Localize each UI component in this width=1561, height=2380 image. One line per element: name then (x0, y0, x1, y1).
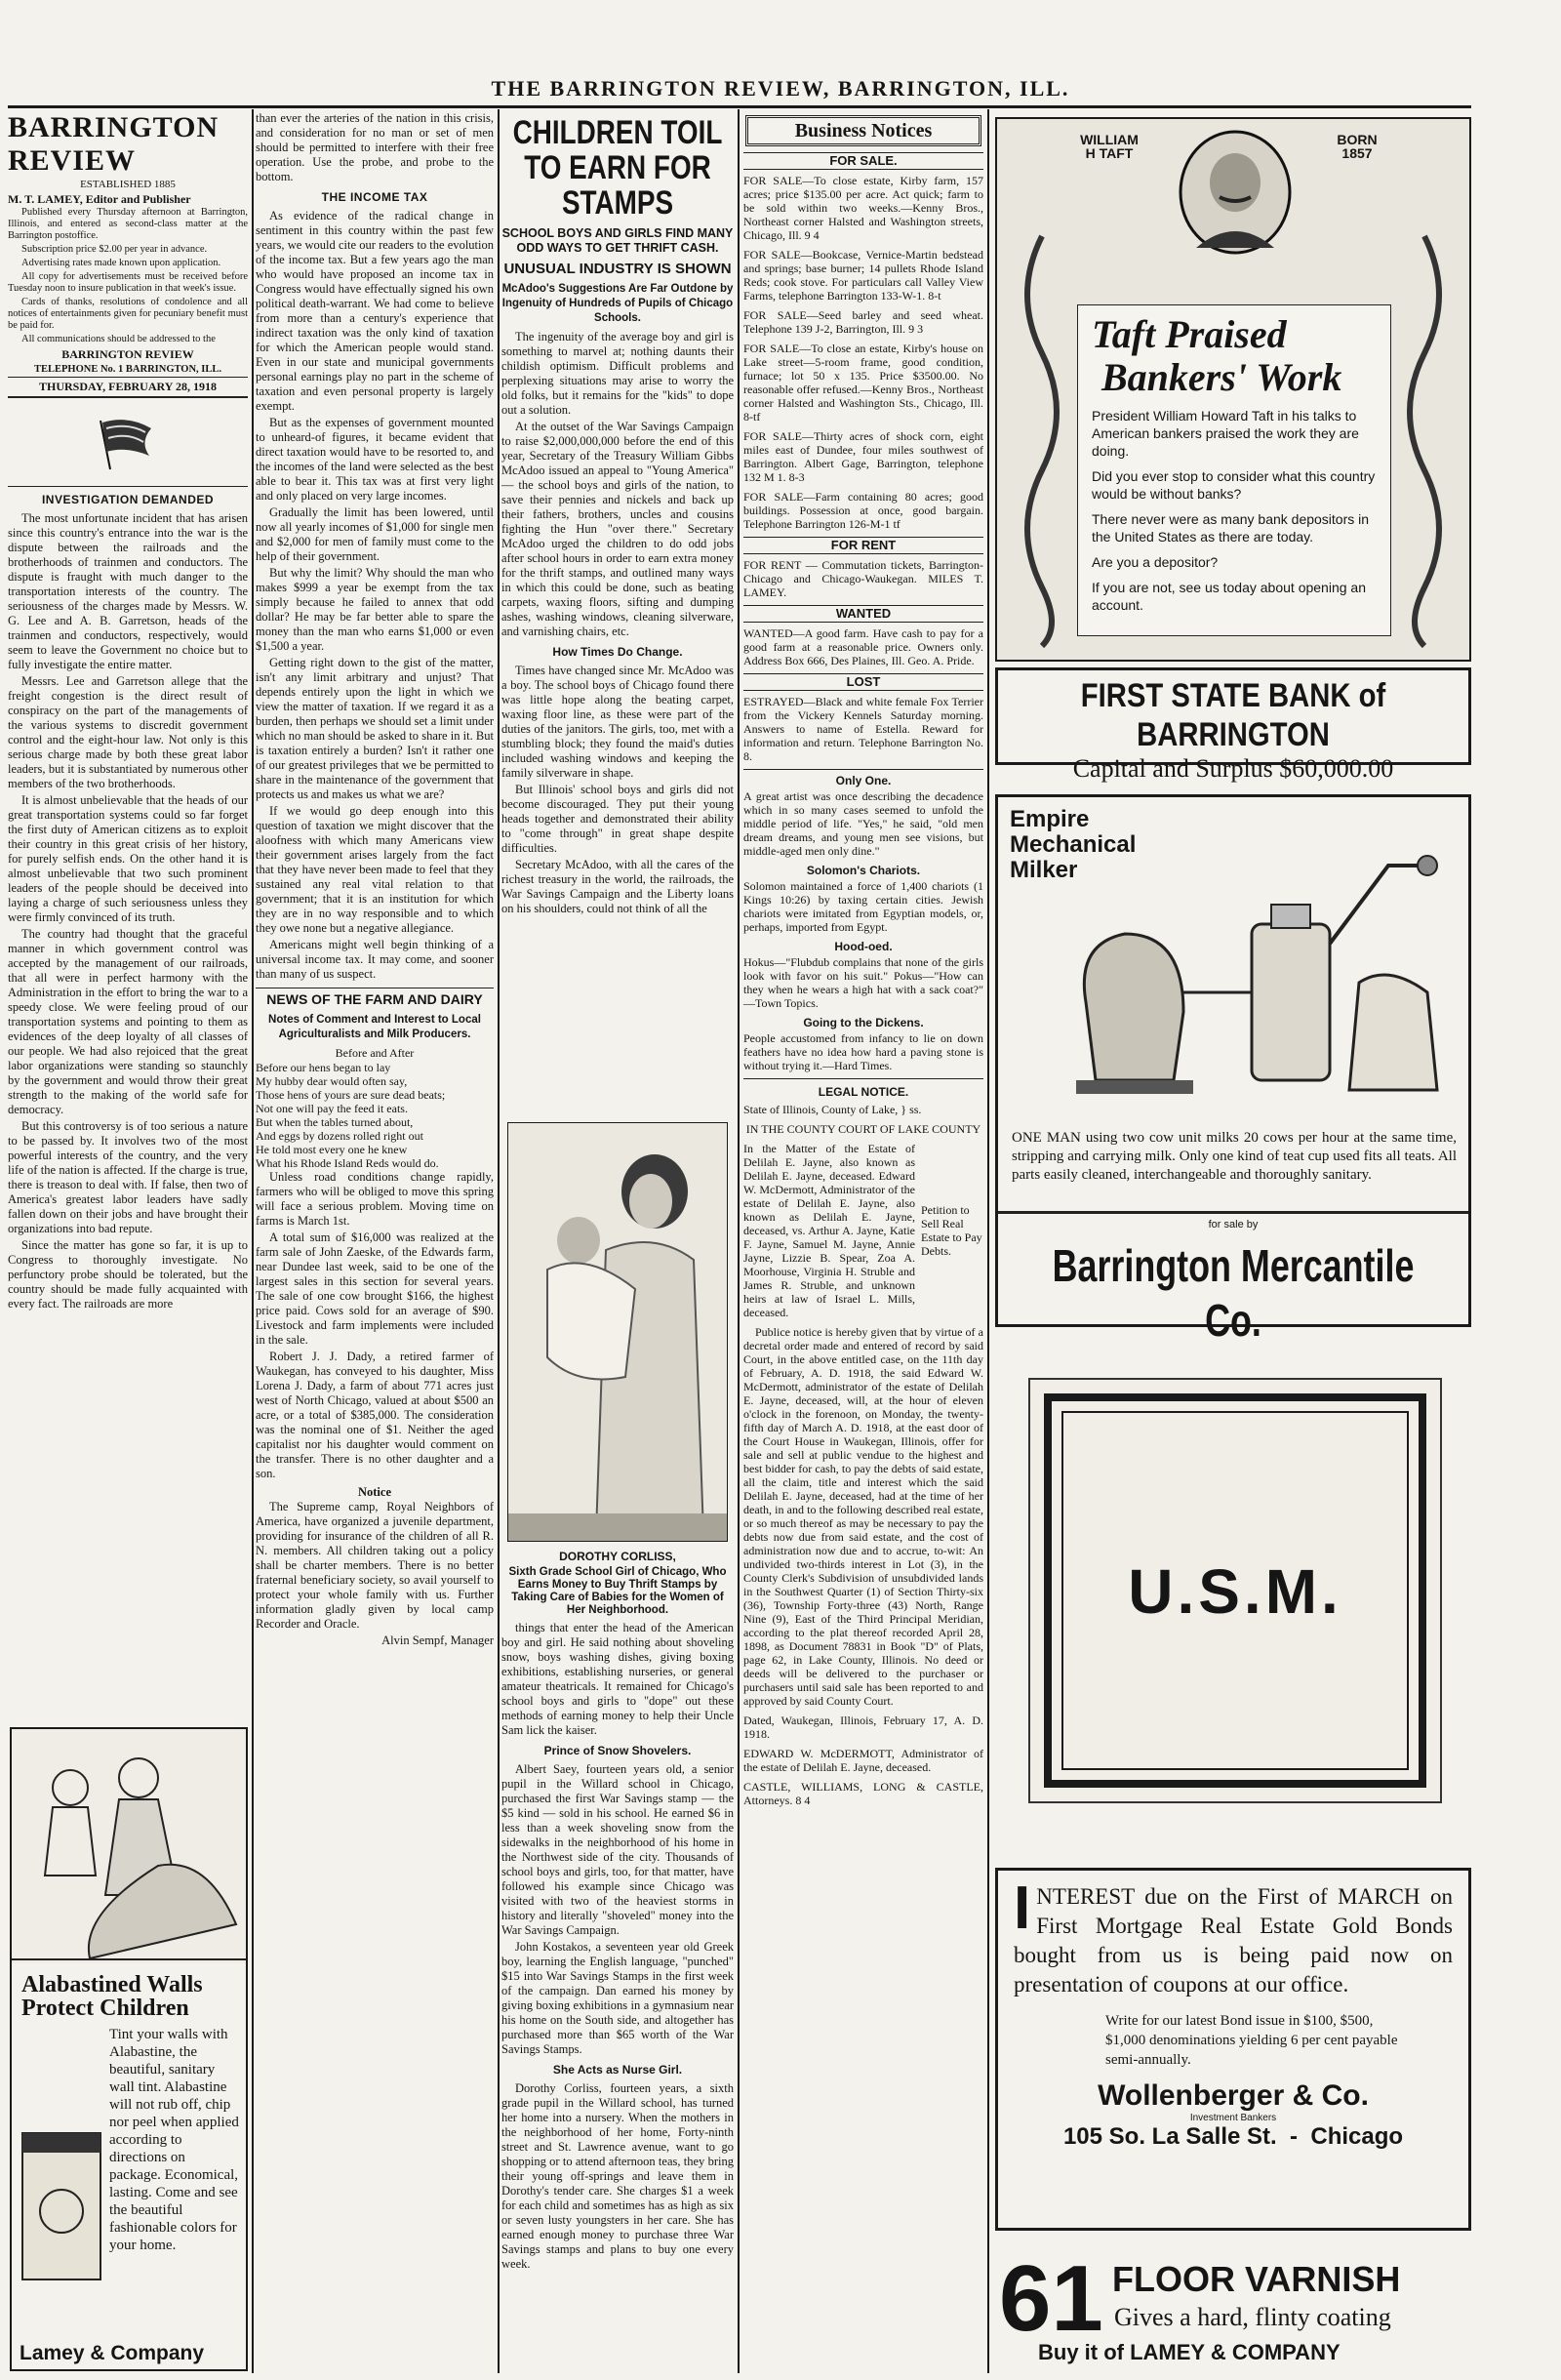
taft-born-label: BORN 1857 (1337, 132, 1378, 161)
milker-illustration (1037, 827, 1447, 1119)
children-deck-2: UNUSUAL INDUSTRY IS SHOWN (503, 261, 732, 277)
col1-para: Messrs. Lee and Garretson allege that the freight congestion is the direct result of conspiracy on the part of the managements of the various systems to discredit government control and the eight-hour law. Not only is this serious charge made by both these great labor leaders, but it is substantiated by numerous other members of the two brotherhoods. (8, 674, 248, 790)
left-ornament (1003, 236, 1081, 646)
col2-para: Americans might well begin thinking of a universal income tax. It may come, and sooner than many of us suspect. (256, 938, 494, 981)
bank-name: FIRST STATE BANK of BARRINGTON (1080, 677, 1386, 753)
misc-text: Hokus—"Flubdub complains that none of the girls look with favor on his suit." Pokus—"How can they when he wears a high hat with a sack coat?" —Town Topics. (743, 955, 983, 1010)
alabastine-body: Tint your walls with Alabastine, the beautiful, sanitary wall tint. Alabastine will not rub off, chip nor peel when applied according to directions on package. Economical, lasting. Come and see the beautiful fashionable colors for your home. (109, 2027, 239, 2253)
flag-emblem (8, 398, 248, 487)
taft-title-2: Bankers' Work (1101, 355, 1342, 399)
alabastine-package-icon (18, 2123, 105, 2289)
masthead-title: BARRINGTON REVIEW (8, 111, 220, 177)
col1-para: The country had thought that the graceful manner in which government control was accepted by the management of our railroads, that all were in perfect harmony with the Administration in the effort to bring the war to a speedy close. We were feeling proud of our transportation systems and pointing to them as evidences of the deep loyalty of all classes of our people. We had also rejoiced that the great labor organizations were standing so staunchly by the government and would throw their great strength to the making of the world safe for democracy. (8, 927, 248, 1116)
column-rule-3 (738, 109, 740, 2373)
alabastine-ad (10, 1727, 248, 2371)
milker-for-sale-by: for sale by (1208, 1219, 1259, 1230)
misc-text: A great artist was once describing the decadence which in so many cases seemed to unfold the middle period of life. "Yes," he said, "old men dream dreams, and young men see visions, but middle-aged men only dine." (743, 789, 983, 858)
taft-body-4: Are you a depositor? (1092, 554, 1219, 570)
masthead-copy: All copy for advertisements must be received before Tuesday noon to insure publication in that week's issue. (8, 271, 248, 294)
milker-body: ONE MAN using two cow unit milks 20 cows per hour at the same time, stripping and carrying milk. Only one kind of teat cup used fits all teats. All parts easily cleaned, interchangeable and thoroughly sanitary. (1012, 1130, 1457, 1183)
flag-icon (89, 413, 167, 471)
legal-court: IN THE COUNTY COURT OF LAKE COUNTY (745, 1122, 981, 1136)
children-subhead: She Acts as Nurse Girl. (552, 2063, 683, 2077)
usm-text: U.S.M. (1128, 1556, 1342, 1627)
varnish-title: FLOOR VARNISH (1112, 2259, 1401, 2299)
alabastine-footer: Lamey & Company (20, 2342, 205, 2364)
for-sale-item: FOR SALE—To close estate, Kirby farm, 157 acres; price $135.00 per acre. Act quick; farm to be sold within two weeks.—Kenny Bros., Northeast corner Halsted and Washington streets, Chicago, Ill. 9 4 (743, 174, 983, 242)
taft-name-label: WILLIAM H TAFT (1080, 132, 1139, 161)
col2-para: As evidence of the radical change in sentiment in this country within the past few years, we would cite our readers to the evolution of the income tax. But a few years ago the man who would have proposed an income tax in Congress would have effectually signed his own political death-warrant. We had come to believe from more than a century's experience that indirect taxation was the only kind of taxation for which the American people would stand. Even in our state and municipal governments personal earnings play no part in the scheme of taxation and even personal property is largely exempt. (256, 209, 494, 413)
wollenberger-ad (995, 1868, 1471, 2231)
col1-para: Since the matter has gone so far, it is up to Congress to thoroughly investigate. No perfunctory probe should be tolerated, but the country should be made fully acquainted with every fact. The railroads are more (8, 1238, 248, 1311)
issue-date: THURSDAY, FEBRUARY 28, 1918 (8, 378, 248, 398)
children-deck-1: SCHOOL BOYS AND GIRLS FIND MANY ODD WAYS TO GET THRIFT CASH. (501, 226, 734, 255)
dorothy-corliss-photo (507, 1122, 728, 1542)
col2-lead: than ever the arteries of the nation in this crisis, and consideration for no man or set of men should be permitted to interfere with their free operation. Use the probe, and probe to the bottom. (256, 111, 494, 183)
for-sale-item: FOR SALE—Thirty acres of shock corn, eight miles east of Dundee, four miles southwest of Barrington. Albert Gage, Barrington, telephone 132 M 1. 8-3 (743, 429, 983, 484)
for-sale-heading: FOR SALE. (743, 152, 983, 170)
masthead-addressee: BARRINGTON REVIEW (61, 347, 194, 361)
legal-petition: Petition to Sell Real Estate to Pay Debts. (921, 1203, 982, 1258)
taft-title-1: Taft Praised (1092, 312, 1287, 356)
farm-para: Robert J. J. Dady, a retired farmer of Waukegan, has conveyed to his daughter, Miss Lorena J. Dady, a farm of about 771 acres just west of North Chicago, valued at about $500 an acre, or a total of $385,000. The consideration was the nominal one of $1. Neither the aged capitalist nor his daughter would comment on the transfer. There is no other daughter and a son. (256, 1350, 494, 1480)
column-4 (743, 111, 983, 2373)
masthead-cards: Cards of thanks, resolutions of condolence and all notices of entertainments given for pecuniary benefit must be paid for. (8, 297, 248, 331)
for-rent-item: FOR RENT — Commutation tickets, Barrington-Chicago and Chicago-Waukegan. MILES T. LAMEY. (743, 558, 983, 599)
legal-notice-heading: LEGAL NOTICE. (818, 1085, 909, 1099)
wollenberger-firm: Wollenberger & Co. (1098, 2079, 1369, 2112)
investigation-heading: INVESTIGATION DEMANDED (41, 493, 215, 506)
legal-case: In the Matter of the Estate of Delilah E. Jayne, also known as Delilah E. Jayne, deceased. Edward W. McDermott, Administrator of the estate of Delilah E. Jayne, also known as Delilah E. Jayne, deceased, vs. Arthur A. Jayne, Katie F. Jayne, Samuel M. Jayne, Annie Jayne, Lizzie B. Spear, Zoa A. Moorhouse, Virginia H. Struble and James R. Struble, and unknown heirs at law of Israel L. Mills, deceased. (743, 1142, 915, 1319)
children-deck-3: McAdoo's Suggestions Are Far Outdone by Ingenuity of Hundreds of Pupils of Chicago Schools. (501, 283, 734, 324)
legal-signature: EDWARD W. McDERMOTT, Administrator of the estate of Delilah E. Jayne, deceased. (743, 1747, 983, 1774)
varnish-tagline: Gives a hard, flinty coating (1114, 2303, 1391, 2331)
masthead-editor: M. T. LAMEY, Editor and Publisher (8, 192, 191, 206)
milker-seller: Barrington Mercantile Co. (1052, 1240, 1415, 1346)
masthead-advertising: Advertising rates made known upon application. (21, 258, 221, 268)
children-para: Albert Saey, fourteen years old, a senior pupil in the Willard school in Chicago, purchased the first War Savings stamp — the $5 kind — sold in his school. He earned $6 in less than a week shoveling snow from the sidewalks in the neighborhood of his home in the Northwest side of the city. Thousands of school boys and girls, too, for that matter, have followed his example since Chicago was visited with two of the heaviest storms in history and literally "shoveled" money into the War Savings Campaign. (501, 1762, 734, 1937)
column-3-bottom (501, 1548, 734, 2373)
notice-signature: Alvin Sempf, Manager (381, 1634, 494, 1647)
column-rule-1 (252, 109, 254, 2373)
taft-text-panel (1077, 304, 1391, 636)
col1-para: But this controversy is of too serious a nature to be passed by. It involves two of the most powerful interests of the country, and the very life of the nation is affected. If the charge is true, there is treason to deal with. If false, then two of America's greatest labor leaders have sadly fallen down on their jobs and have brought their organizations into bad repute. (8, 1119, 248, 1235)
header-rule (8, 105, 1471, 108)
for-sale-item: FOR SALE—Seed barley and seed wheat. Telephone 139 J-2, Barrington, Ill. 9 3 (743, 308, 983, 336)
col2-para: Gradually the limit has been lowered, until now all yearly incomes of $1,000 for single men and $2,000 for men of family must come to the help of their government. (256, 505, 494, 563)
wanted-heading: WANTED (743, 605, 983, 623)
right-ornament (1385, 236, 1463, 646)
column-rule-4 (987, 109, 989, 2373)
misc-title: Hood-oed. (834, 940, 893, 953)
column-rule-2 (498, 109, 500, 2373)
first-state-bank-ad (995, 667, 1471, 783)
farm-dairy-heading: NEWS OF THE FARM AND DAIRY (256, 988, 494, 1007)
children-headline: CHILDREN TOIL TO EARN FOR STAMPS (512, 114, 723, 222)
masthead-telephone: TELEPHONE No. 1 BARRINGTON, ILL. (8, 362, 248, 378)
children-para: John Kostakos, a seventeen year old Greek boy, learning the English language, "punched" $15 into War Savings Stamps in the first week of the campaign. Dan earned his money by giving boxing exhibitions in a gymnasium near his home on the South side, and altogether has purchased more than $65 worth of the War Savings Stamps. (501, 1940, 734, 2056)
children-illustration (12, 1729, 246, 1963)
for-sale-item: FOR SALE—To close an estate, Kirby's house on Lake street—5-room frame, good condition, furnace; lot 50 x 135. Price $3500.00. No reasonable offer refused.—Kenny Bros., Northeast corner Halsted and Washington Sts., Chicago, Ill. 8-tf (743, 342, 983, 424)
wollenberger-address: 105 So. La Salle St. - Chicago (1062, 2123, 1404, 2150)
wanted-item: WANTED—A good farm. Have cash to pay for a good farm at a reasonable price. Owners only. Address Box 666, Des Plaines, Ill. Geo. A. Pride. (743, 626, 983, 667)
wollenberger-sub: Investment Bankers (1189, 2113, 1277, 2123)
notice-body: The Supreme camp, Royal Neighbors of America, have organized a juvenile department, providing for insurance of the children of all R. N. members. All children taking out a policy shall be charter members. There is no better fraternal beneficiary society, so avail yourself to protect your whole family with us. Further information gladly given by local camp Recorder and Oracle. (256, 1500, 494, 1631)
legal-dated: Dated, Waukegan, Illinois, February 17, A. D. 1918. (743, 1714, 983, 1741)
taft-body-1: President William Howard Taft in his talks to American bankers praised the work they are doing. (1092, 408, 1359, 459)
children-para: things that enter the head of the American boy and girl. He said nothing about shoveling snow, boys washing dishes, giving boxing exhibitions, establishing nurseries, or general amateur theatricals. It remained for Chicago's school boys and girls to "dope" out these methods of earning money to help their Uncle Sam lick the kaiser. (501, 1621, 734, 1737)
children-para: Times have changed since Mr. McAdoo was a boy. The school boys of Chicago found there was little hope along the beating carpet, waxing floor line, as these were part of the duties of the janitors. The girls, too, met with a stumbling block; they found the maid's duties included washing windows and keeping the family silverware in shape. (501, 664, 734, 780)
masthead-communications: All communications should be addressed to the (21, 334, 216, 344)
misc-text: People accustomed from infancy to lie on down feathers have no idea how hard a paving stone is without trying it.—Hard Times. (743, 1031, 983, 1072)
legal-attorneys: CASTLE, WILLIAMS, LONG & CASTLE, Attorneys. 8 4 (743, 1780, 983, 1807)
children-para: Secretary McAdoo, with all the cares of the richest treasury in the world, the railroads, the War Savings Campaign and the Liberty loans on his shoulders, could not think of all the (501, 858, 734, 915)
for-sale-item: FOR SALE—Bookcase, Vernice-Martin bedstead and springs; base burner; 14 pullets Rhode Island Reds; cook stove. For particulars call Valley View Farms, telephone Barrington 133-W-1. 8-t (743, 248, 983, 303)
taft-body-3: There never were as many bank depositors in the United States as there are today. (1092, 511, 1370, 545)
taft-bank-ad (995, 117, 1471, 662)
milker-title: Empire Mechanical Milker (1010, 806, 1137, 883)
farm-dairy-subhead: Notes of Comment and Interest to Local Agriculturalists and Milk Producers. (268, 1014, 481, 1040)
usm-ad (1028, 1378, 1442, 1803)
column-1 (8, 111, 248, 1721)
col2-para: If we would go deep enough into this question of taxation we might discover that the aloofness with which many Americans view their government arises largely from the fact that they have never been made to feel that they sustained any real vital relation to that government; that it is an institution for which they are in no way responsible and to which they owe none but a negative allegiance. (256, 804, 494, 935)
business-notices-header: Business Notices (745, 115, 981, 146)
poem-body: Before our hens began to lay My hubby dear would often say, Those hens of yours are sure dead beats; Not one will pay the feed it eats. But when the tables turned about, And eggs by dozens rolled right out He told most every one he knew What his Rhode Island Reds would do. (256, 1061, 446, 1170)
children-para: But Illinois' school boys and girls did not become discouraged. They put their young heads together and demonstrated their ability to "come through" in great shape despite difficulties. (501, 783, 734, 855)
misc-title: Going to the Dickens. (803, 1016, 924, 1029)
photo-caption-name: DOROTHY CORLISS, (559, 1550, 676, 1563)
for-rent-heading: FOR RENT (743, 537, 983, 554)
legal-state: State of Illinois, County of Lake, } ss. (743, 1103, 922, 1116)
children-para: Dorothy Corliss, fourteen years, a sixth grade pupil in the Willard school, has turned her home into a nursery. When the mothers in the neighborhood of her home, Forty-ninth street and St. Lawrence avenue, want to go shopping or to attend afternoon teas, they bring their young off-springs and leave them in Dorothy's tender care. She charges $1 a week for each child and sometimes has as high as six or seven lusty youngsters in her care. She has earned enough money to purchase three War Savings stamps and plans to buy one every week. (501, 2081, 734, 2271)
misc-text: Solomon maintained a force of 1,400 chariots (1 Kings 10:26) by taxing certain cities. Jewish chariots were imitated from Egyptian models, or, perhaps, imported from Egypt. (743, 879, 983, 934)
taft-portrait (1177, 129, 1294, 256)
for-sale-item: FOR SALE—Farm containing 80 acres; good buildings. Possession at once, good bargain. Telephone Barrington 126-M-1 tf (743, 490, 983, 531)
interest-write: Write for our latest Bond issue in $100, $500, $1,000 denominations yielding 6 per cent payable semi-annually. (1105, 2013, 1398, 2068)
photo-caption: Sixth Grade School Girl of Chicago, Who Earns Money to Buy Thrift Stamps by Taking Care of Babies for the Women of Her Neighborhood. (508, 1566, 727, 1616)
farm-para: A total sum of $16,000 was realized at the farm sale of John Zaeske, of the Edwards farm, near Dundee last week, said to be one of the largest sales in this section for several years. The sale of one cow brought $166, the highest price paid. Cows sold for an average of $90. Livestock and farm implements were included in the sale. (256, 1230, 494, 1347)
interest-text: NTEREST due on the First of MARCH on First Mortgage Real Estate Gold Bonds bought from us is being paid now on presentation of coupons at our office. (1014, 1884, 1453, 1997)
floor-varnish-ad (995, 2246, 1471, 2373)
column-2 (256, 111, 494, 2373)
children-para: At the outset of the War Savings Campaign to raise $2,000,000,000 before the end of this year, Secretary of the Treasury William Gibbs McAdoo issued an appeal to "Young America" — the school boys and girls of the nation, to save their pennies and nickels and back up their fathers, brothers, uncles and cousins fighting the Hun "over there." Secretary McAdoo urged the children to do odd jobs after school hours in order to earn extra money for the thrift stamps, and outlined many ways in which this could be done, such as beating carpets, waxing floors, sifting and dumping ashes, washing windows, cleaning silverware, and varnishing chairs, etc. (501, 420, 734, 638)
photo-illustration (508, 1123, 727, 1541)
col2-para: But why the limit? Why should the man who makes $999 a year be exempt from the tax simply because he failed to annex that odd dollar? He may be far better able to spare the money than the man who earns $1,000 or even $1,500 a year. (256, 566, 494, 653)
children-para: The ingenuity of the average boy and girl is something to marvel at; nothing daunts their childish optimism. Difficult problems and perplexing situations may arise to worry the old folks, but it remains for the "kids" to dope out a solution. (501, 330, 734, 417)
legal-body: Publice notice is hereby given that by virtue of a decretal order made and entered of record by said Court, in the above entitled case, on the 11th day of February, A. D. 1918, the said Edward W. McDermott, administrator of the estate of Delilah E. Jayne, deceased, will, at the hour of eleven o'clock in the forenoon, on Monday, the twenty-fifth day of March A. D. 1918, at the east door of the Court House in Waukegan, Illinois, offer for sale and sell at public vendue to the highest and best bidder for cash, to pay the debts of said estate, all the claim, title and interest which the said Delilah E. Jayne, deceased, had at the time of her death, in and to the following described real estate, or so much thereof as may be necessary to pay the debts now due from said estate, and the cost of administration now due and to accrue, to-wit: An undivided two-thirds interest in Lot (3), in the County Clerk's Subdivision of unsubdivided lands in the Southwest Quarter (1) of Section Thirty-six (36), Township Forty-three (43) North, Range Nine (9), East of the Third Principal Meridian, according to the plat thereof recorded April 28, 1898, as Document 78831 in Book "D" of Plats, page 62, in Lake County, Illinois. No deed or deeds will be delivered to the purchaser or purchasers until said sale has been reported to and approved by said County Court. (743, 1325, 983, 1708)
masthead-published: Published every Thursday afternoon at Barrington, Illinois, and entered as second-class matter at the Barrington postoffice. (8, 207, 248, 241)
children-subhead: Prince of Snow Shovelers. (543, 1744, 692, 1757)
taft-body-5: If you are not, see us today about opening an account. (1092, 580, 1366, 613)
col1-para: The most unfortunate incident that has arisen since this country's entrance into the war is the dispute between the railroads and the brotherhoods of trainmen and conductors. The dispute is fraught with much danger to the transportation interests of the country. The seriousness of the charges made by Messrs. W. G. Lee and A. B. Garretson, heads of the trainmen and conductors, respectively, would seem to leave the Government no choice but to fully investigate the entire matter. (8, 511, 248, 671)
varnish-number: 61 (999, 2246, 1103, 2351)
milker-ad (995, 794, 1471, 1346)
poem-title: Before and After (335, 1046, 415, 1060)
lost-heading: LOST (743, 673, 983, 691)
varnish-buy: Buy it of LAMEY & COMPANY (1038, 2340, 1341, 2364)
running-head: THE BARRINGTON REVIEW, BARRINGTON, ILL. (491, 76, 1070, 101)
lost-item: ESTRAYED—Black and white female Fox Terrier from the Vickery Kennels Saturday morning. Answers to name of Estella. Reward for information and return. Telephone Barrington No. 8. (743, 695, 983, 763)
notice-title: Notice (357, 1485, 391, 1499)
col2-para: But as the expenses of government mounted to unheard-of figures, it became evident that direct taxation would have to be resorted to, and the incomes of the land were selected as the best able to bear it. This tax was at first very light and only placed on very large incomes. (256, 416, 494, 503)
income-tax-heading: THE INCOME TAX (321, 190, 428, 204)
taft-body-2: Did you ever stop to consider what this country would be without banks? (1092, 468, 1376, 502)
bank-capital: Capital and Surplus $60,000.00 (1072, 754, 1394, 783)
farm-para: Unless road conditions change rapidly, farmers who will be obliged to move this spring will face a serious problem. Moving time on farms is March 1st. (256, 1170, 494, 1228)
masthead-established: ESTABLISHED 1885 (80, 179, 176, 190)
masthead-subscription: Subscription price $2.00 per year in advance. (21, 244, 208, 255)
column-3-top (501, 111, 734, 1116)
children-subhead: How Times Do Change. (552, 645, 683, 659)
col2-para: Getting right down to the gist of the matter, isn't any limit arbitrary and unjust? That depends entirely upon the light in which we view the matter of taxation. If we regard it as a burden, then perhaps we should set a limit under which no man should be asked to share in it. But is taxation entirely a burden? Isn't it rather one of our greatest privileges that we be permitted to share in the maintenance of the government that protects us and makes us what we are? (256, 656, 494, 801)
misc-title: Solomon's Chariots. (806, 864, 921, 877)
interest-dropcap: I (1014, 1875, 1031, 1942)
col1-para: It is almost unbelievable that the heads of our great transportation systems could so far forget the first duty of American citizens as to exploit their country in this great crisis of her history, for purely selfish ends. On the other hand it is almost unbelievable that two such prominent leaders of the people should be deceived into laying a charge of such seriousness unless they were firmly convinced of its truth. (8, 793, 248, 924)
alabastine-title: Alabastined Walls Protect Children (21, 1972, 203, 2021)
misc-title: Only One. (835, 774, 892, 787)
